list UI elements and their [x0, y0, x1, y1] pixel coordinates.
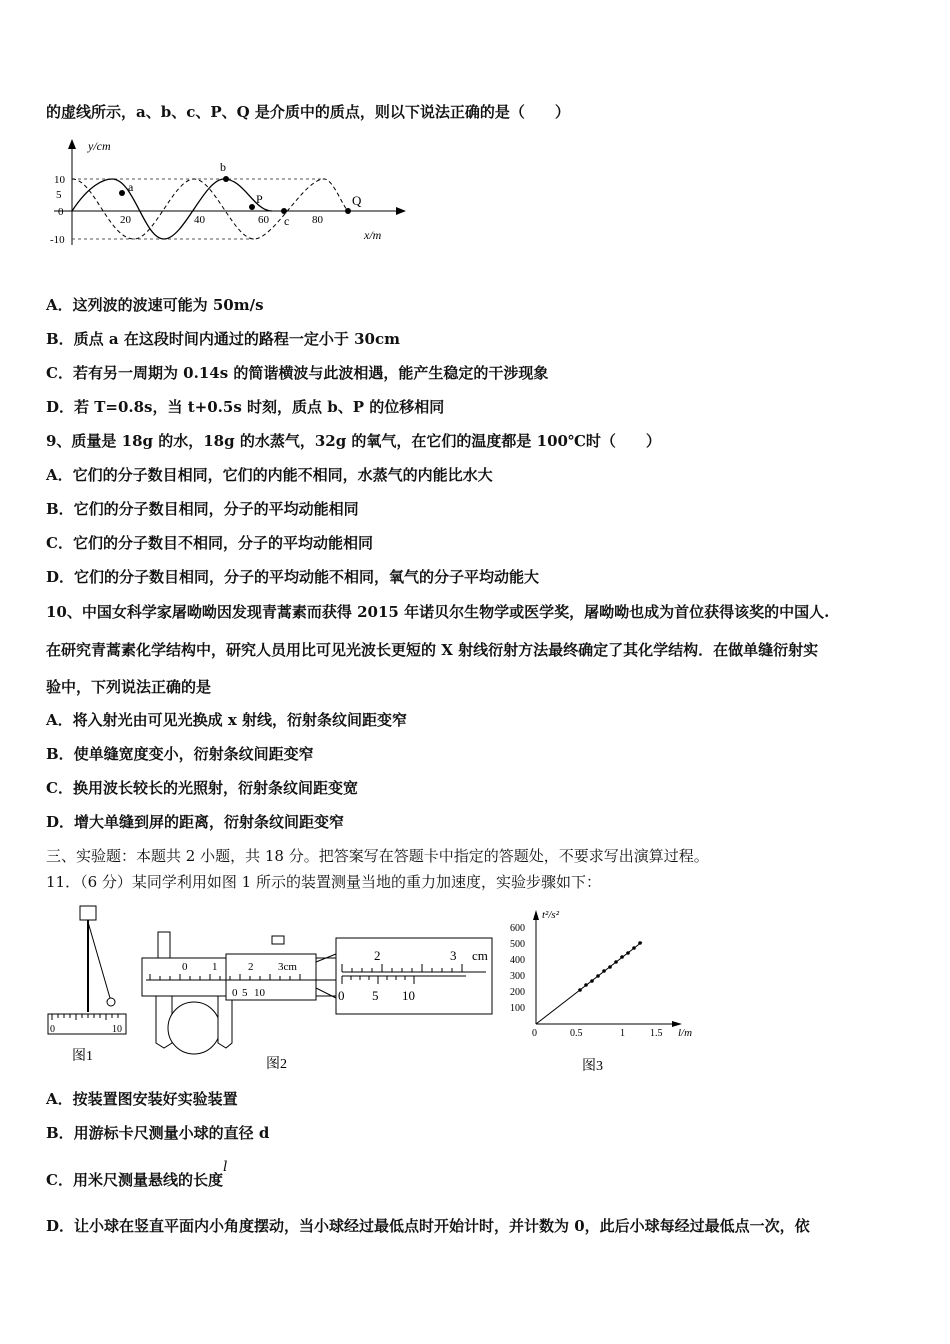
fig2-zoom-main-3: 3 [450, 948, 457, 963]
q10-option-d: D．增大单缝到屏的距离，衍射条纹间距变窄 [46, 813, 345, 831]
q10-option-b: B．使单缝宽度变小，衍射条纹间距变窄 [46, 745, 314, 763]
fig2-zoom-vernier-0: 0 [338, 988, 345, 1003]
wave-ytick-neg10: -10 [50, 234, 65, 246]
dashed-wave [72, 179, 349, 239]
wave-ytick-0: 0 [58, 206, 64, 218]
fig2-main-3cm: 3cm [278, 961, 297, 973]
fig3-fit-line [536, 942, 642, 1024]
wave-ytick-5: 5 [56, 189, 62, 201]
fig3-y-label: t²/s² [542, 909, 559, 921]
wave-x-label: x/m [364, 228, 382, 242]
fig3-ytick-600: 600 [510, 923, 525, 934]
fig2-zoom-main-cm: cm [472, 948, 488, 963]
fig2-zoom-main-2: 2 [374, 948, 381, 963]
wave-graph [44, 135, 414, 255]
point-b: b [220, 160, 226, 174]
fig3-xtick-1.5: 1.5 [650, 1028, 663, 1039]
q11-stem: 11．（6 分）某同学利用如图 1 所示的装置测量当地的重力加速度，实验步骤如下： [46, 873, 601, 891]
point-P: P [256, 192, 263, 206]
q10-option-c: C．换用波长较长的光照射，衍射条纹间距变宽 [46, 779, 358, 797]
fig3-ytick-500: 500 [510, 939, 525, 950]
q8-option-a: A．这列波的波速可能为 50m/s [46, 296, 264, 314]
q9-option-c: C．它们的分子数目不相同，分子的平均动能相同 [46, 534, 373, 552]
q11-step-c-text: C．用米尺测量悬线的长度 [46, 1171, 223, 1189]
length-symbol: l [222, 1159, 228, 1175]
q8-option-d: D．若 T=0.8s，当 t+0.5s 时刻，质点 b、P 的位移相同 [46, 398, 445, 416]
fig3-caption: 图3 [582, 1059, 603, 1074]
fig1-ruler-0: 0 [50, 1024, 55, 1035]
q8-option-c: C．若有另一周期为 0.14s 的简谐横波与此波相遇，能产生稳定的干涉现象 [46, 364, 549, 382]
fig2-vernier-10: 10 [254, 987, 265, 999]
fig3-ytick-200: 200 [510, 987, 525, 998]
point-a: a [128, 180, 134, 194]
fig1-caption: 图1 [72, 1049, 93, 1064]
fig3-ytick-100: 100 [510, 1003, 525, 1014]
fig3-x-label: l/m [678, 1027, 693, 1039]
wave-y-label: y/cm [88, 139, 111, 153]
fig2-zoom-vernier-10: 10 [402, 988, 415, 1003]
fig3-xtick-0: 0 [532, 1028, 537, 1039]
wave-xtick-20: 20 [120, 214, 131, 226]
q10-stem-line3: 验中，下列说法正确的是 [46, 678, 212, 696]
wave-ytick-10: 10 [54, 174, 65, 186]
point-Q: Q [352, 193, 362, 208]
fig2-vernier-5: 5 [242, 987, 248, 999]
q10-stem-line2: 在研究青蒿素化学结构中，研究人员用比可见光波长更短的 X 射线衍射方法最终确定了其化学结构．在做单缝衍射实 [46, 641, 819, 659]
fig3-y-ticks [510, 923, 525, 1014]
q9-stem: 9、质量是 18g 的水，18g 的水蒸气，32g 的氧气，在它们的温度都是 100℃时（ ） [46, 432, 661, 450]
fig2-main-2: 2 [248, 961, 254, 973]
fig3-xtick-0.5: 0.5 [570, 1028, 583, 1039]
section-3-heading: 三、实验题：本题共 2 小题，共 18 分。把答案写在答题卡中指定的答题处，不要求写出演算过程。 [46, 847, 709, 865]
q9-option-d: D．它们的分子数目相同，分子的平均动能不相同，氧气的分子平均动能大 [46, 568, 540, 586]
wave-xtick-40: 40 [194, 214, 205, 226]
fig1-ruler-10: 10 [112, 1024, 122, 1035]
q9-option-a: A．它们的分子数目相同，它们的内能不相同，水蒸气的内能比水大 [46, 466, 493, 484]
fig2-main-0: 0 [182, 961, 188, 973]
fig2-zoom-vernier-5: 5 [372, 988, 379, 1003]
fig3-ytick-400: 400 [510, 955, 525, 966]
q10-stem-line1: 10、中国女科学家屠呦呦因发现青蒿素而获得 2015 年诺贝尔生物学或医学奖，屠呦呦也成为首位获得该奖的中国人. [46, 603, 830, 621]
fig3-xtick-1: 1 [620, 1028, 625, 1039]
fig2-vernier-0: 0 [232, 987, 238, 999]
q11-step-a: A．按装置图安装好实验装置 [46, 1090, 238, 1108]
q10-option-a: A．将入射光由可见光换成 x 射线，衍射条纹间距变窄 [46, 711, 408, 729]
point-c: c [284, 214, 290, 228]
q11-step-c [46, 1159, 228, 1191]
wave-xtick-80: 80 [312, 214, 323, 226]
fig2-main-1: 1 [212, 961, 218, 973]
figure-1-pendulum [44, 902, 134, 1072]
wave-xtick-60: 60 [258, 214, 269, 226]
q8-option-b: B．质点 a 在这段时间内通过的路程一定小于 30cm [46, 330, 400, 348]
q11-step-d: D．让小球在竖直平面内小角度摆动，当小球经过最低点时开始计时，并计数为 0，此后小球每经过最低点一次，依 [46, 1217, 810, 1235]
fig2-caption: 图2 [266, 1057, 287, 1072]
q9-option-b: B．它们的分子数目相同，分子的平均动能相同 [46, 500, 359, 518]
figure-2-vernier-caliper [136, 918, 498, 1078]
q8-intro: 的虚线所示，a、b、c、P、Q 是介质中的质点，则以下说法正确的是（ ） [46, 103, 570, 121]
fig3-ytick-300: 300 [510, 971, 525, 982]
q11-step-b: B．用游标卡尺测量小球的直径 d [46, 1124, 270, 1142]
figure-3-graph [506, 904, 706, 1080]
